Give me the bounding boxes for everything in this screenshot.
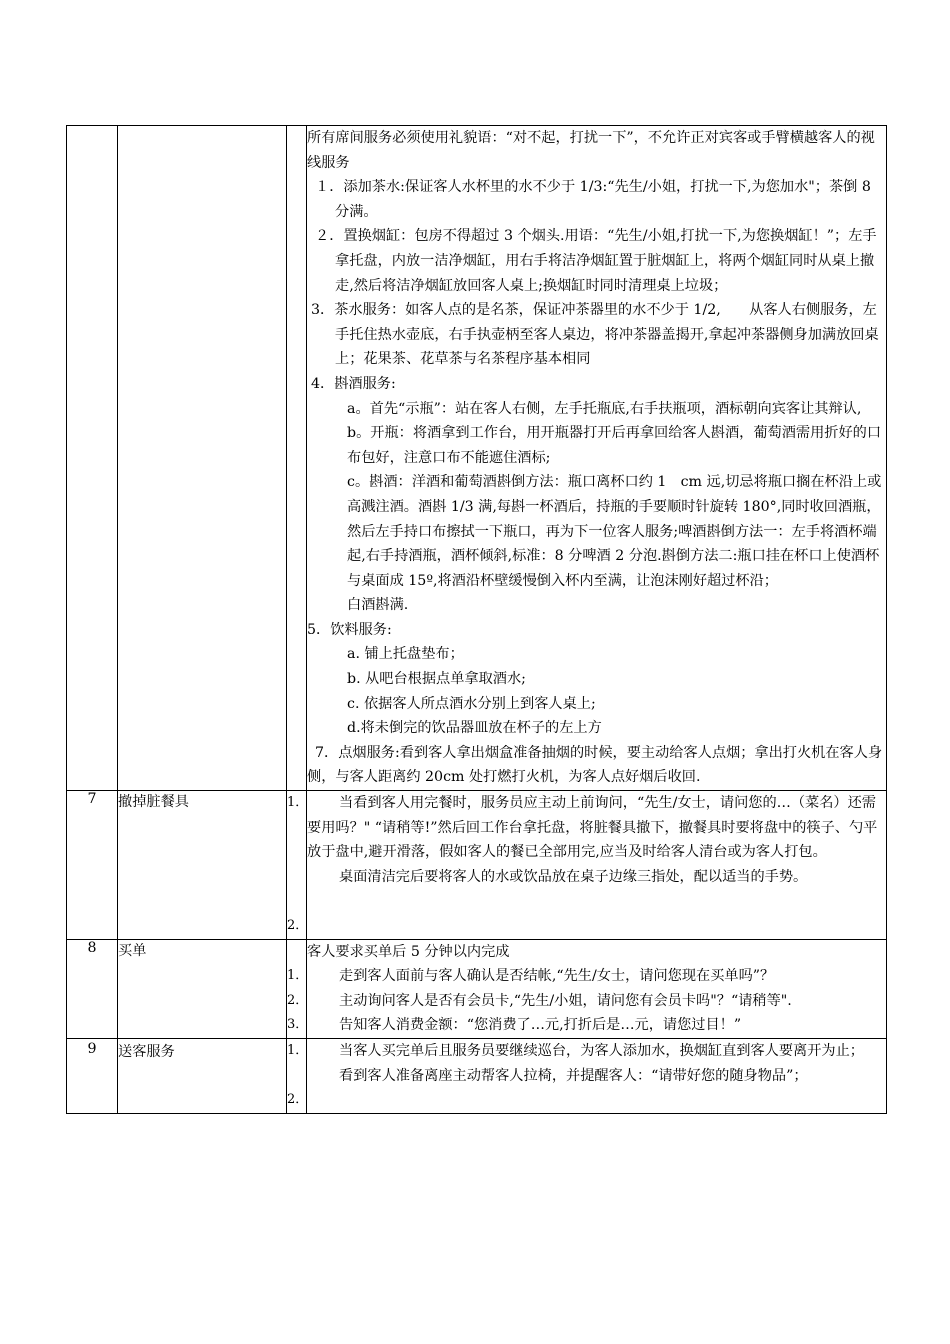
item-mark: 1． bbox=[287, 1042, 309, 1058]
text-line: 5．饮料服务: bbox=[307, 621, 392, 638]
item-text: 主动询问客人是否有会员卡,“先生/小姐，请问您有会员卡吗"？“请稍等". bbox=[339, 992, 792, 1009]
text-line: b。开瓶：将酒拿到工作台，用开瓶器打开后再拿回给客人斟酒，葡萄酒需用折好的口布包好，注意口布不能遮住酒标; bbox=[347, 425, 882, 466]
row-name: 送客服务 bbox=[118, 1038, 287, 1113]
item-mark: 1． bbox=[287, 795, 309, 811]
mark-cell bbox=[287, 939, 307, 1038]
item-text: 告知客人消费金额：“您消费了…元,打折后是…元，请您过目！” bbox=[339, 1017, 742, 1034]
row-name: 撤掉脏餐具 bbox=[118, 791, 287, 940]
content-cell bbox=[307, 1038, 887, 1113]
table-row bbox=[67, 791, 887, 940]
item-text: 当客人买完单后且服务员要继续巡台，为客人添加水，换烟缸直到客人要离开为止； bbox=[339, 1042, 864, 1059]
row-number: 7 bbox=[67, 791, 118, 940]
table-row bbox=[67, 126, 887, 791]
text-line: 3．茶水服务：如客人点的是名茶，保证冲茶器里的水不少于 1/2, 从客人右侧服务，左手托住热水壶底，右手执壶柄至客人桌边，将冲茶器盖揭开,拿起冲茶器侧身加满放回桌上；花果茶、花草茶与名茶程序基本相同 bbox=[311, 302, 879, 368]
row-name: 买单 bbox=[118, 939, 287, 1038]
text-line: b. 从吧台根据点单拿取酒水; bbox=[347, 671, 526, 688]
text-line: c. 依据客人所点酒水分别上到客人桌上; bbox=[347, 695, 596, 712]
item-text: 走到客人面前与客人确认是否结帐,“先生/女士，请问您现在买单吗”？ bbox=[339, 968, 775, 985]
content-cell bbox=[307, 126, 887, 791]
text-line: 白酒斟满. bbox=[347, 597, 409, 614]
row-number bbox=[67, 126, 118, 791]
text-line: d.将未倒完的饮品器皿放在杯子的左上方 bbox=[347, 720, 602, 737]
item-text: 当看到客人用完餐时，服务员应主动上前询问，“先生/女士，请问您的…（菜名）还需要用吗？" “请稍等!”然后回工作台拿托盘，将脏餐具撤下，撤餐具时要将盘中的筷子、勺平放于盘中,避开滑落，假如客人的餐已全部用完,应当及时给客人清台或为客人打包。 bbox=[307, 795, 878, 861]
item-mark: 2． bbox=[287, 918, 309, 934]
row-number: 8 bbox=[67, 939, 118, 1038]
item-mark: 2． bbox=[287, 1092, 309, 1108]
section-header: 客人要求买单后 5 分钟以内完成 bbox=[307, 943, 510, 960]
content-cell bbox=[307, 791, 887, 940]
text-line: 7．点烟服务:看到客人拿出烟盒准备抽烟的时候，要主动给客人点烟；拿出打火机在客人身侧，与客人距离约 20cm 处打燃打火机，为客人点好烟后收回. bbox=[307, 744, 883, 786]
item-mark: 2． bbox=[287, 992, 309, 1008]
text-line: ２．置换烟缸：包房不得超过 3 个烟头.用语：“先生/小姐,打扰一下,为您换烟缸！”；左手拿托盘，内放一洁净烟缸，用右手将洁净烟缸置于脏烟缸上，将两个烟缸同时从桌上撤走,然后将洁净烟缸放回客人桌上;换烟缸时同时清理桌上垃圾； bbox=[315, 228, 877, 294]
mark-cell bbox=[287, 791, 307, 940]
table-row bbox=[67, 939, 887, 1038]
text-line: a. 铺上托盘垫布； bbox=[347, 646, 464, 663]
text-line: 所有席间服务必须使用礼貌语：“对不起，打扰一下”，不允许正对宾客或手臂横越客人的视线服务 bbox=[307, 130, 875, 171]
item-mark: 1． bbox=[287, 968, 309, 984]
text-line: 4．斟酒服务: bbox=[311, 375, 396, 392]
table-row bbox=[67, 1038, 887, 1113]
mark-cell bbox=[287, 126, 307, 791]
service-procedure-table bbox=[66, 125, 887, 1114]
item-mark: 3． bbox=[287, 1017, 309, 1033]
item-text: 桌面清洁完后要将客人的水或饮品放在桌子边缘三指处，配以适当的手势。 bbox=[339, 868, 808, 885]
text-line: c。斟酒：洋酒和葡萄酒斟倒方法：瓶口离杯口约 1 cm 远,切忌将瓶口搁在杯沿上或高溅注酒。酒斟 1/3 满,每斟一杯酒后，持瓶的手要顺时针旋转 180°,同时收回酒瓶，然后左手持口布擦拭一下瓶口，再为下一位客人服务;啤酒斟倒方法一：左手将酒杯端起,右手持酒瓶，酒杯倾斜,标准：8 分啤酒 2 分泡.斟倒方法二:瓶口挂在杯口上使酒杯与桌面成 15º,将酒沿杯壁缓慢倒入杯内至满，让泡沫刚好超过杯沿； bbox=[347, 474, 882, 589]
item-text: 看到客人准备离座主动帮客人拉椅，并提醒客人：“请带好您的随身物品”； bbox=[339, 1067, 808, 1084]
text-line: a。首先“示瓶”：站在客人右侧，左手托瓶底,右手扶瓶项，酒标朝向宾客让其辩认, bbox=[347, 400, 862, 417]
row-number: 9 bbox=[67, 1038, 118, 1113]
content-cell bbox=[307, 939, 887, 1038]
row-name bbox=[118, 126, 287, 791]
text-line: １．添加茶水:保证客人水杯里的水不少于 1/3:“先生/小姐，打扰一下,为您加水"；茶倒 8 分满。 bbox=[315, 179, 871, 220]
mark-cell bbox=[287, 1038, 307, 1113]
